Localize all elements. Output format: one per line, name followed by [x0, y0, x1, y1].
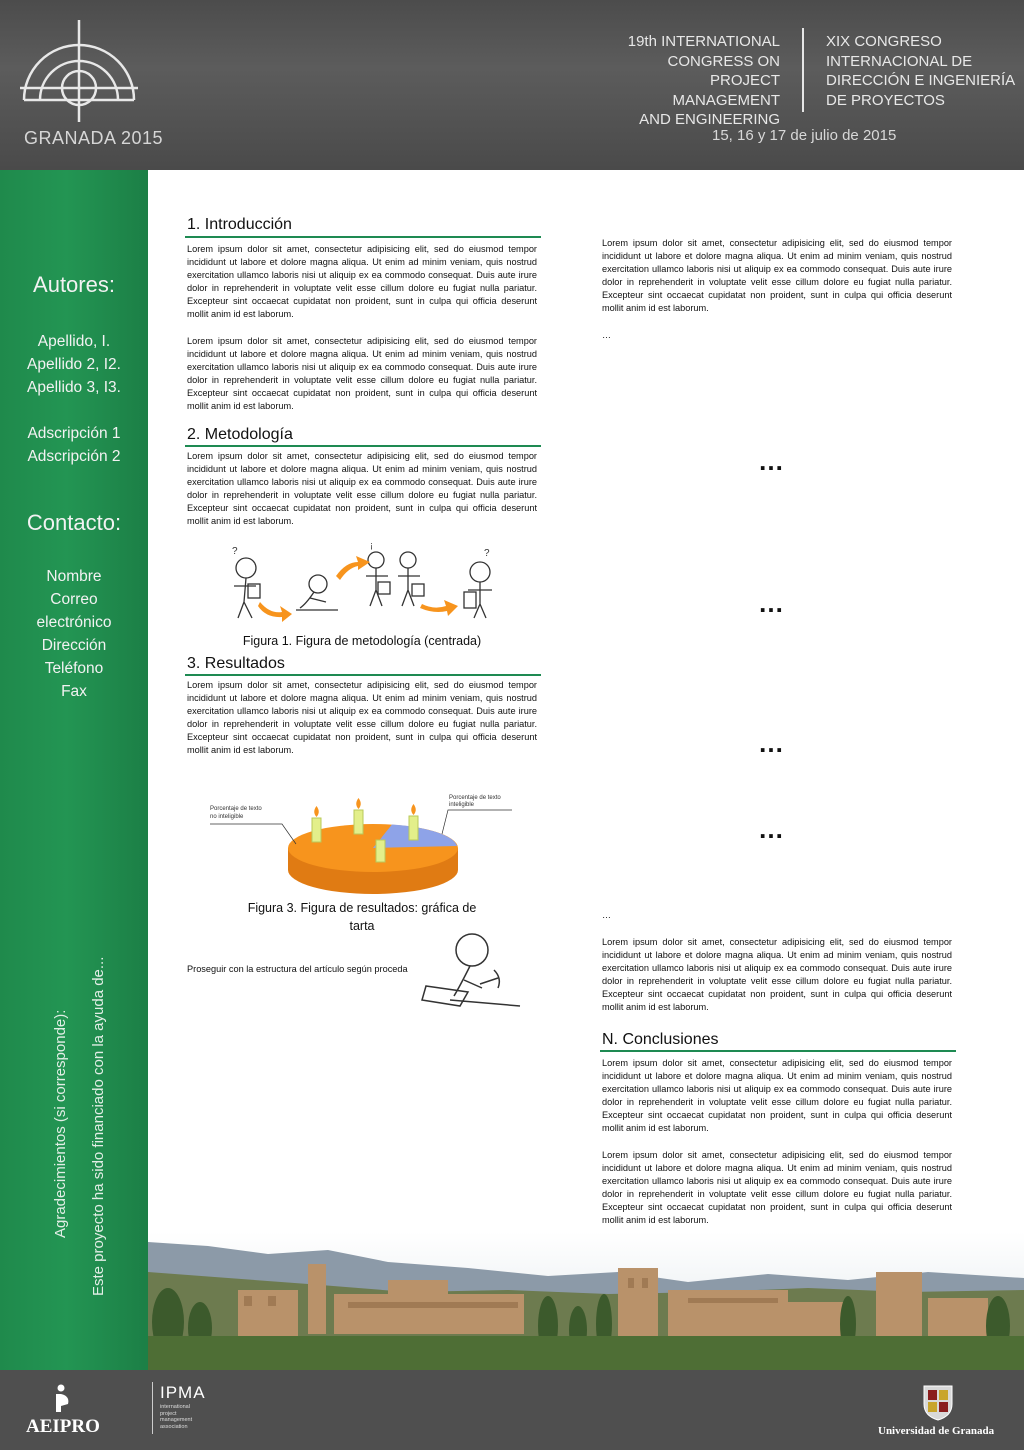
authors-list: Apellido, I. Apellido 2, I2. Apellido 3, I3. [27, 333, 121, 396]
right-paragraph-1: Lorem ipsum dolor sit amet, consectetur adipisicing elit, sed do eiusmod tempor incididunt ut labore et dolore magna aliqua. Ut enim ad minim veniam, quis nostrud exercitation ullamco laboris nisi ut aliquip ex ea commodo consequat. Duis aute irure dolor in reprehenderit in voluptate velit esse cillum dolore eu fugiat nulla pariatur. Excepteur sint occaecat cupidatat non proident, sunt in culpa qui officia deserunt mollit anim id est laborum. [602, 238, 952, 313]
ellipsis-big-4: … [758, 814, 786, 844]
right-paragraph-2: Lorem ipsum dolor sit amet, consectetur adipisicing elit, sed do eiusmod tempor incididunt ut labore et dolore magna aliqua. Ut enim ad minim veniam, quis nostrud exercitation ullamco laboris nisi ut aliquip ex ea commodo consequat. Duis aute irure dolor in reprehenderit in voluptate velit esse cillum dolore eu fugiat nulla pariatur. Excepteur sint occaecat cupidatat non proident, sunt in culpa qui officia deserunt mollit anim id est laborum. [602, 937, 952, 1012]
intro-paragraph-1: Lorem ipsum dolor sit amet, consectetur adipisicing elit, sed do eiusmod tempor incididunt ut labore et dolore magna aliqua. Ut enim ad minim veniam, quis nostrud exercitation ullamco laboris nisi ut aliquip ex ea commodo consequat. Duis aute irure dolor in reprehenderit in voluptate velit esse cillum dolore eu fugiat nulla pariatur. Excepteur sint occaecat cupidatat non proident, sunt in culpa qui officia deserunt mollit anim id est laborum. [187, 244, 537, 319]
pie-label-right-2: inteligible [449, 802, 475, 808]
ipma-subtitle: international project management association [160, 1404, 193, 1430]
conclusions-paragraph-2: Lorem ipsum dolor sit amet, consectetur adipisicing elit, sed do eiusmod tempor incididunt ut labore et dolore magna aliqua. Ut enim ad minim veniam, quis nostrud exercitation ullamco laboris nisi ut aliquip ex ea commodo consequat. Duis aute irure dolor in reprehenderit in voluptate velit esse cillum dolore eu fugiat nulla pariatur. Excepteur sint occaecat cupidatat non proident, sunt in culpa qui officia deserunt mollit anim id est laborum. [602, 1150, 952, 1225]
section-underline [600, 1050, 956, 1052]
header-divider [802, 28, 804, 112]
contact-heading: Contacto: [26, 510, 122, 535]
thinking-figure-icon [420, 930, 538, 1018]
ellipsis-2: … [602, 910, 611, 920]
section-underline [185, 236, 541, 238]
section-title-methodology: 2. Metodología [187, 426, 293, 443]
university-name: Universidad de Granada [878, 1425, 995, 1437]
ellipsis-1: … [602, 330, 611, 340]
university-crest-icon [918, 1380, 958, 1422]
affiliations-list: Adscripción 1 Adscripción 2 [27, 425, 121, 465]
footer [0, 1370, 1024, 1450]
method-paragraph: Lorem ipsum dolor sit amet, consectetur adipisicing elit, sed do eiusmod tempor incididunt ut labore et dolore magna aliqua. Ut enim ad minim veniam, quis nostrud exercitation ullamco laboris nisi ut aliquip ex ea commodo consequat. Duis aute irure dolor in reprehenderit in voluptate velit esse cillum dolore eu fugiat nulla pariatur. Excepteur sint occaecat cupidatat non proident, sunt in culpa qui officia deserunt mollit anim id est laborum. [187, 451, 537, 526]
congress-title-english: 19th INTERNATIONAL CONGRESS ON PROJECT MANAGEMENT AND ENGINEERING [627, 33, 780, 128]
figure-1-caption: Figura 1. Figura de metodología (centrada) [242, 634, 482, 648]
section-title-results: 3. Resultados [187, 655, 285, 672]
sidebar [0, 170, 148, 1370]
continue-note: Proseguir con la estructura del artículo según proceda [187, 964, 408, 974]
acknowledgements-heading: Agradecimientos (si corresponde): [52, 1009, 69, 1238]
results-paragraph: Lorem ipsum dolor sit amet, consectetur adipisicing elit, sed do eiusmod tempor incididunt ut labore et dolore magna aliqua. Ut enim ad minim veniam, quis nostrud exercitation ullamco laboris nisi ut aliquip ex ea commodo consequat. Duis aute irure dolor in reprehenderit in voluptate velit esse cillum dolore eu fugiat nulla pariatur. Excepteur sint occaecat cupidatat non proident, sunt in culpa qui officia deserunt mollit anim id est laborum. [187, 680, 537, 755]
section-underline [185, 445, 541, 447]
conclusions-paragraph-1: Lorem ipsum dolor sit amet, consectetur adipisicing elit, sed do eiusmod tempor incididunt ut labore et dolore magna aliqua. Ut enim ad minim veniam, quis nostrud exercitation ullamco laboris nisi ut aliquip ex ea commodo consequat. Duis aute irure dolor in reprehenderit in voluptate velit esse cillum dolore eu fugiat nulla pariatur. Excepteur sint occaecat cupidatat non proident, sunt in culpa qui officia deserunt mollit anim id est laborum. [602, 1058, 952, 1133]
methodology-figure [226, 540, 504, 622]
results-pie-figure [206, 790, 518, 896]
aeipro-wordmark: AEIPRO [26, 1416, 100, 1437]
pie-label-right: Porcentaje de texto [449, 795, 501, 801]
congress-title-spanish: XIX CONGRESO INTERNACIONAL DE DIRECCIÓN E INGENIERÍA DE PROYECTOS [826, 33, 1016, 109]
svg-text:?: ? [232, 546, 238, 557]
intro-paragraph-2: Lorem ipsum dolor sit amet, consectetur adipisicing elit, sed do eiusmod tempor incididunt ut labore et dolore magna aliqua. Ut enim ad minim veniam, quis nostrud exercitation ullamco laboris nisi ut aliquip ex ea commodo consequat. Duis aute irure dolor in reprehenderit in voluptate velit esse cillum dolore eu fugiat nulla pariatur. Excepteur sint occaecat cupidatat non proident, sunt in culpa qui officia deserunt mollit anim id est laborum. [187, 336, 537, 411]
alhambra-landscape-image [148, 1232, 1024, 1370]
ipma-wordmark: IPMA [160, 1383, 206, 1402]
pie-label-left: Porcentaje de texto [210, 806, 262, 812]
congress-logo-icon [18, 18, 140, 123]
congress-dates: 15, 16 y 17 de julio de 2015 [712, 127, 897, 144]
section-underline [185, 674, 541, 676]
header-banner [0, 0, 1024, 170]
contact-list: Nombre Correo electrónico Dirección Teléfono Fax [36, 568, 112, 700]
ellipsis-big-3: … [758, 728, 786, 758]
pie-label-left-2: no inteligible [210, 814, 244, 820]
ipma-divider [152, 1382, 153, 1434]
acknowledgements-text: Este proyecto ha sido financiado con la ayuda de... [90, 956, 107, 1296]
authors-heading: Autores: [33, 272, 115, 297]
section-title-conclusions: N. Conclusiones [602, 1031, 719, 1048]
aeipro-logo-icon [50, 1384, 72, 1414]
section-title-intro: 1. Introducción [187, 216, 292, 233]
svg-text:?: ? [484, 548, 490, 559]
svg-text:¡: ¡ [370, 540, 373, 550]
city-year: GRANADA 2015 [24, 128, 164, 148]
figure-3-caption: Figura 3. Figura de resultados: gráfica de tarta [247, 901, 477, 933]
ellipsis-big-2: … [758, 588, 786, 618]
ellipsis-big-1: … [758, 446, 786, 476]
